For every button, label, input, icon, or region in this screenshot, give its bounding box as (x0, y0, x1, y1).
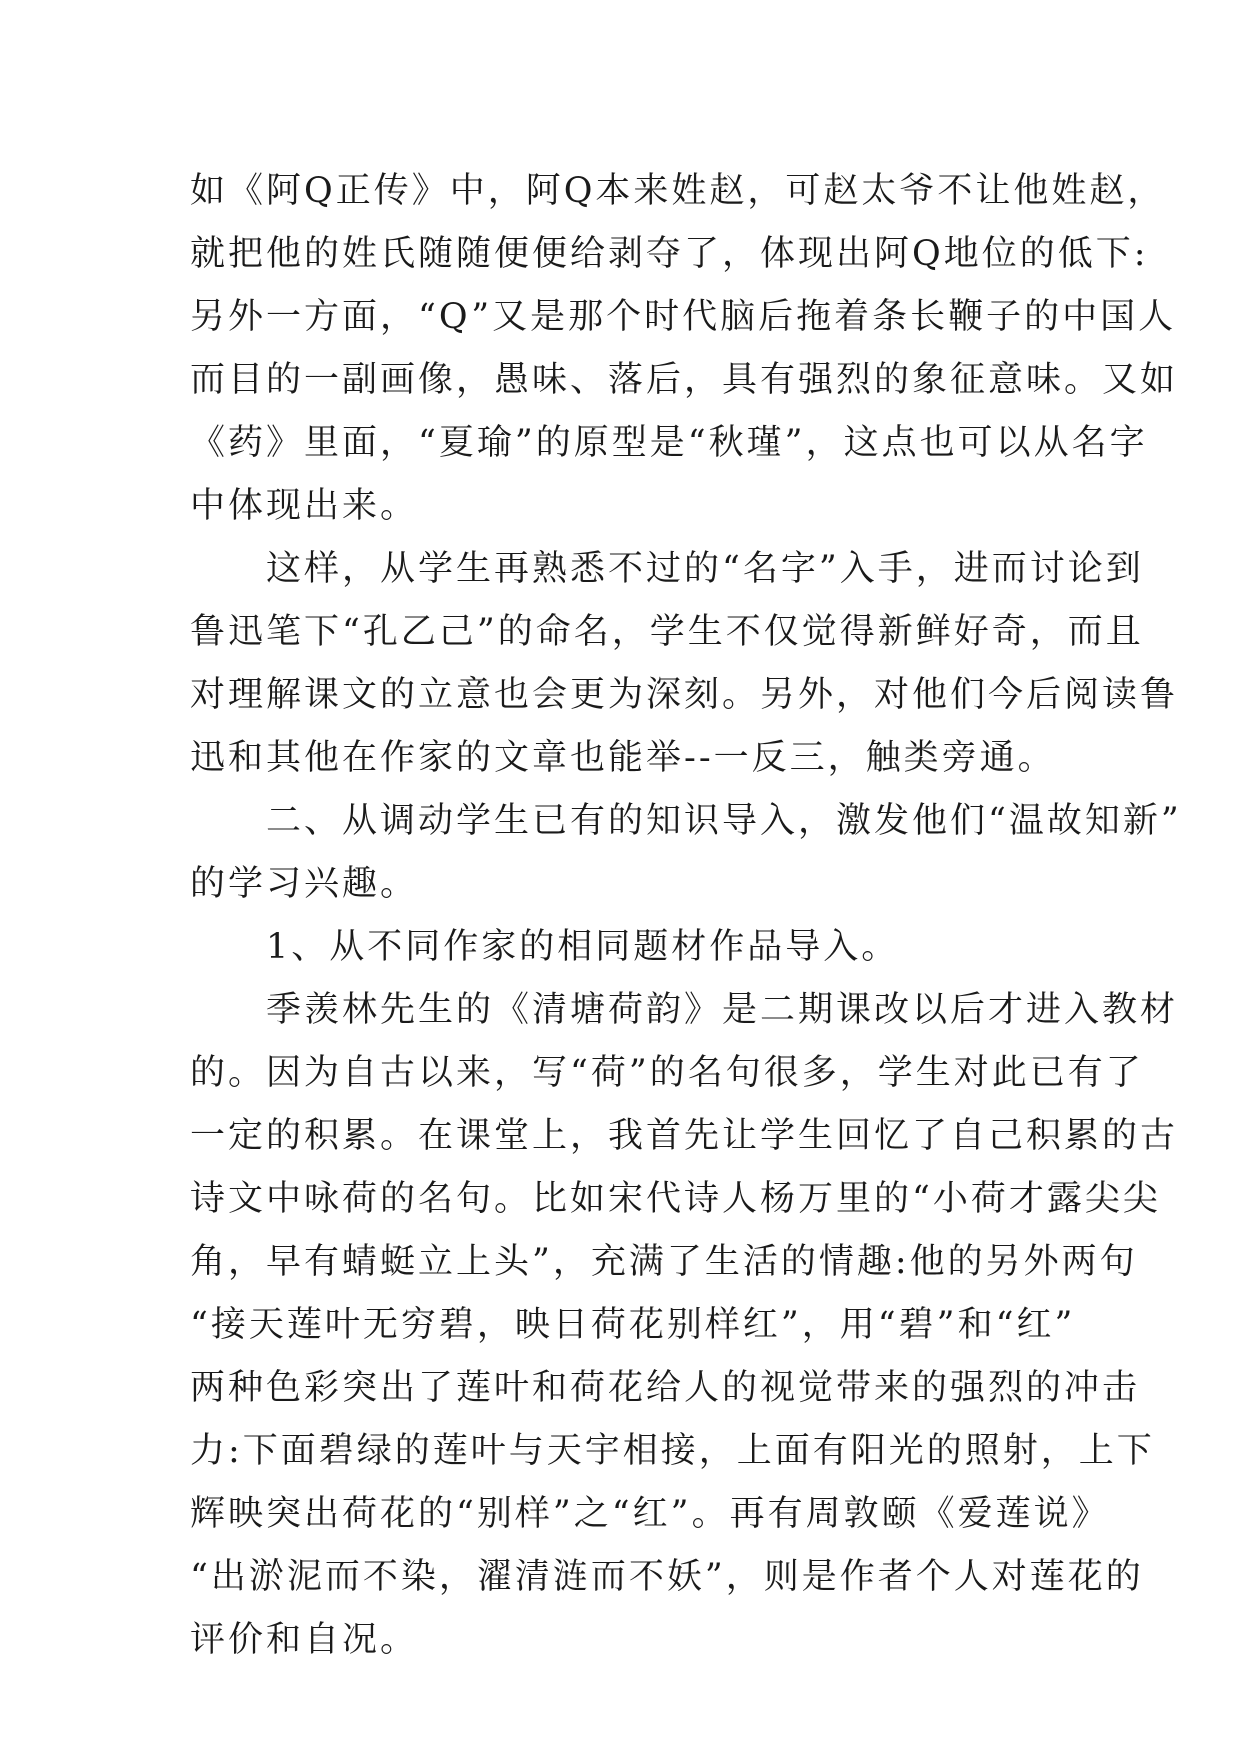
text-line: 一定的积累。在课堂上，我首先让学生回忆了自己积累的古 (190, 1116, 1179, 1156)
text-line: 角，早有蜻蜓立上头”，充满了生活的情趣:他的另外两句 (190, 1242, 1138, 1282)
document-body (190, 160, 1182, 1672)
text-line: 诗文中咏荷的名句。比如宋代诗人杨万里的“小荷才露尖尖 (190, 1179, 1161, 1219)
text-line: 评价和自况。 (190, 1620, 419, 1660)
text-line: 两种色彩突出了莲叶和荷花给人的视觉带来的强烈的冲击 (190, 1368, 1141, 1408)
text-line: 力:下面碧绿的莲叶与天宇相接，上面有阳光的照射，上下 (190, 1431, 1155, 1471)
text-line: 《药》里面，“夏瑜”的原型是“秋瑾”，这点也可以从名字 (190, 423, 1148, 463)
text-line: 这样，从学生再熟悉不过的“名字”入手，进而讨论到 (190, 549, 1144, 589)
text-line: 的学习兴趣。 (190, 864, 419, 904)
text-line: 二、从调动学生已有的知识导入，激发他们“温故知新” (190, 801, 1182, 841)
text-line: 另外一方面，“Q”又是那个时代脑后拖着条长鞭子的中国人 (190, 297, 1177, 337)
text-line: 鲁迅笔下“孔乙己”的命名，学生不仅觉得新鲜好奇，而且 (190, 612, 1144, 652)
text-line: 辉映突出荷花的“别样”之“红”。再有周敦颐《爱莲说》 (190, 1494, 1110, 1534)
text-line: 1、从不同作家的相同题材作品导入。 (190, 927, 900, 967)
text-line: “出淤泥而不染，濯清涟而不妖”，则是作者个人对莲花的 (190, 1557, 1144, 1597)
text-line: 的。因为自古以来，写“荷”的名句很多，学生对此已有了 (190, 1053, 1144, 1093)
text-line: 对理解课文的立意也会更为深刻。另外，对他们今后阅读鲁 (190, 675, 1179, 715)
text-line: “接天莲叶无穷碧，映日荷花别样红”，用“碧”和“红” (190, 1305, 1076, 1345)
text-line: 季羡林先生的《清塘荷韵》是二期课改以后才进入教材 (190, 990, 1179, 1030)
text-line: 而目的一副画像，愚味、落后，具有强烈的象征意味。又如 (190, 360, 1179, 400)
text-line: 迅和其他在作家的文章也能举--一反三，触类旁通。 (190, 738, 1056, 778)
text-line: 就把他的姓氏随随便便给剥夺了，体现出阿Q地位的低下: (190, 234, 1149, 274)
text-line: 中体现出来。 (190, 486, 419, 526)
text-line: 如《阿Q正传》中，阿Q本来姓赵，可赵太爷不让他姓赵， (190, 171, 1166, 211)
